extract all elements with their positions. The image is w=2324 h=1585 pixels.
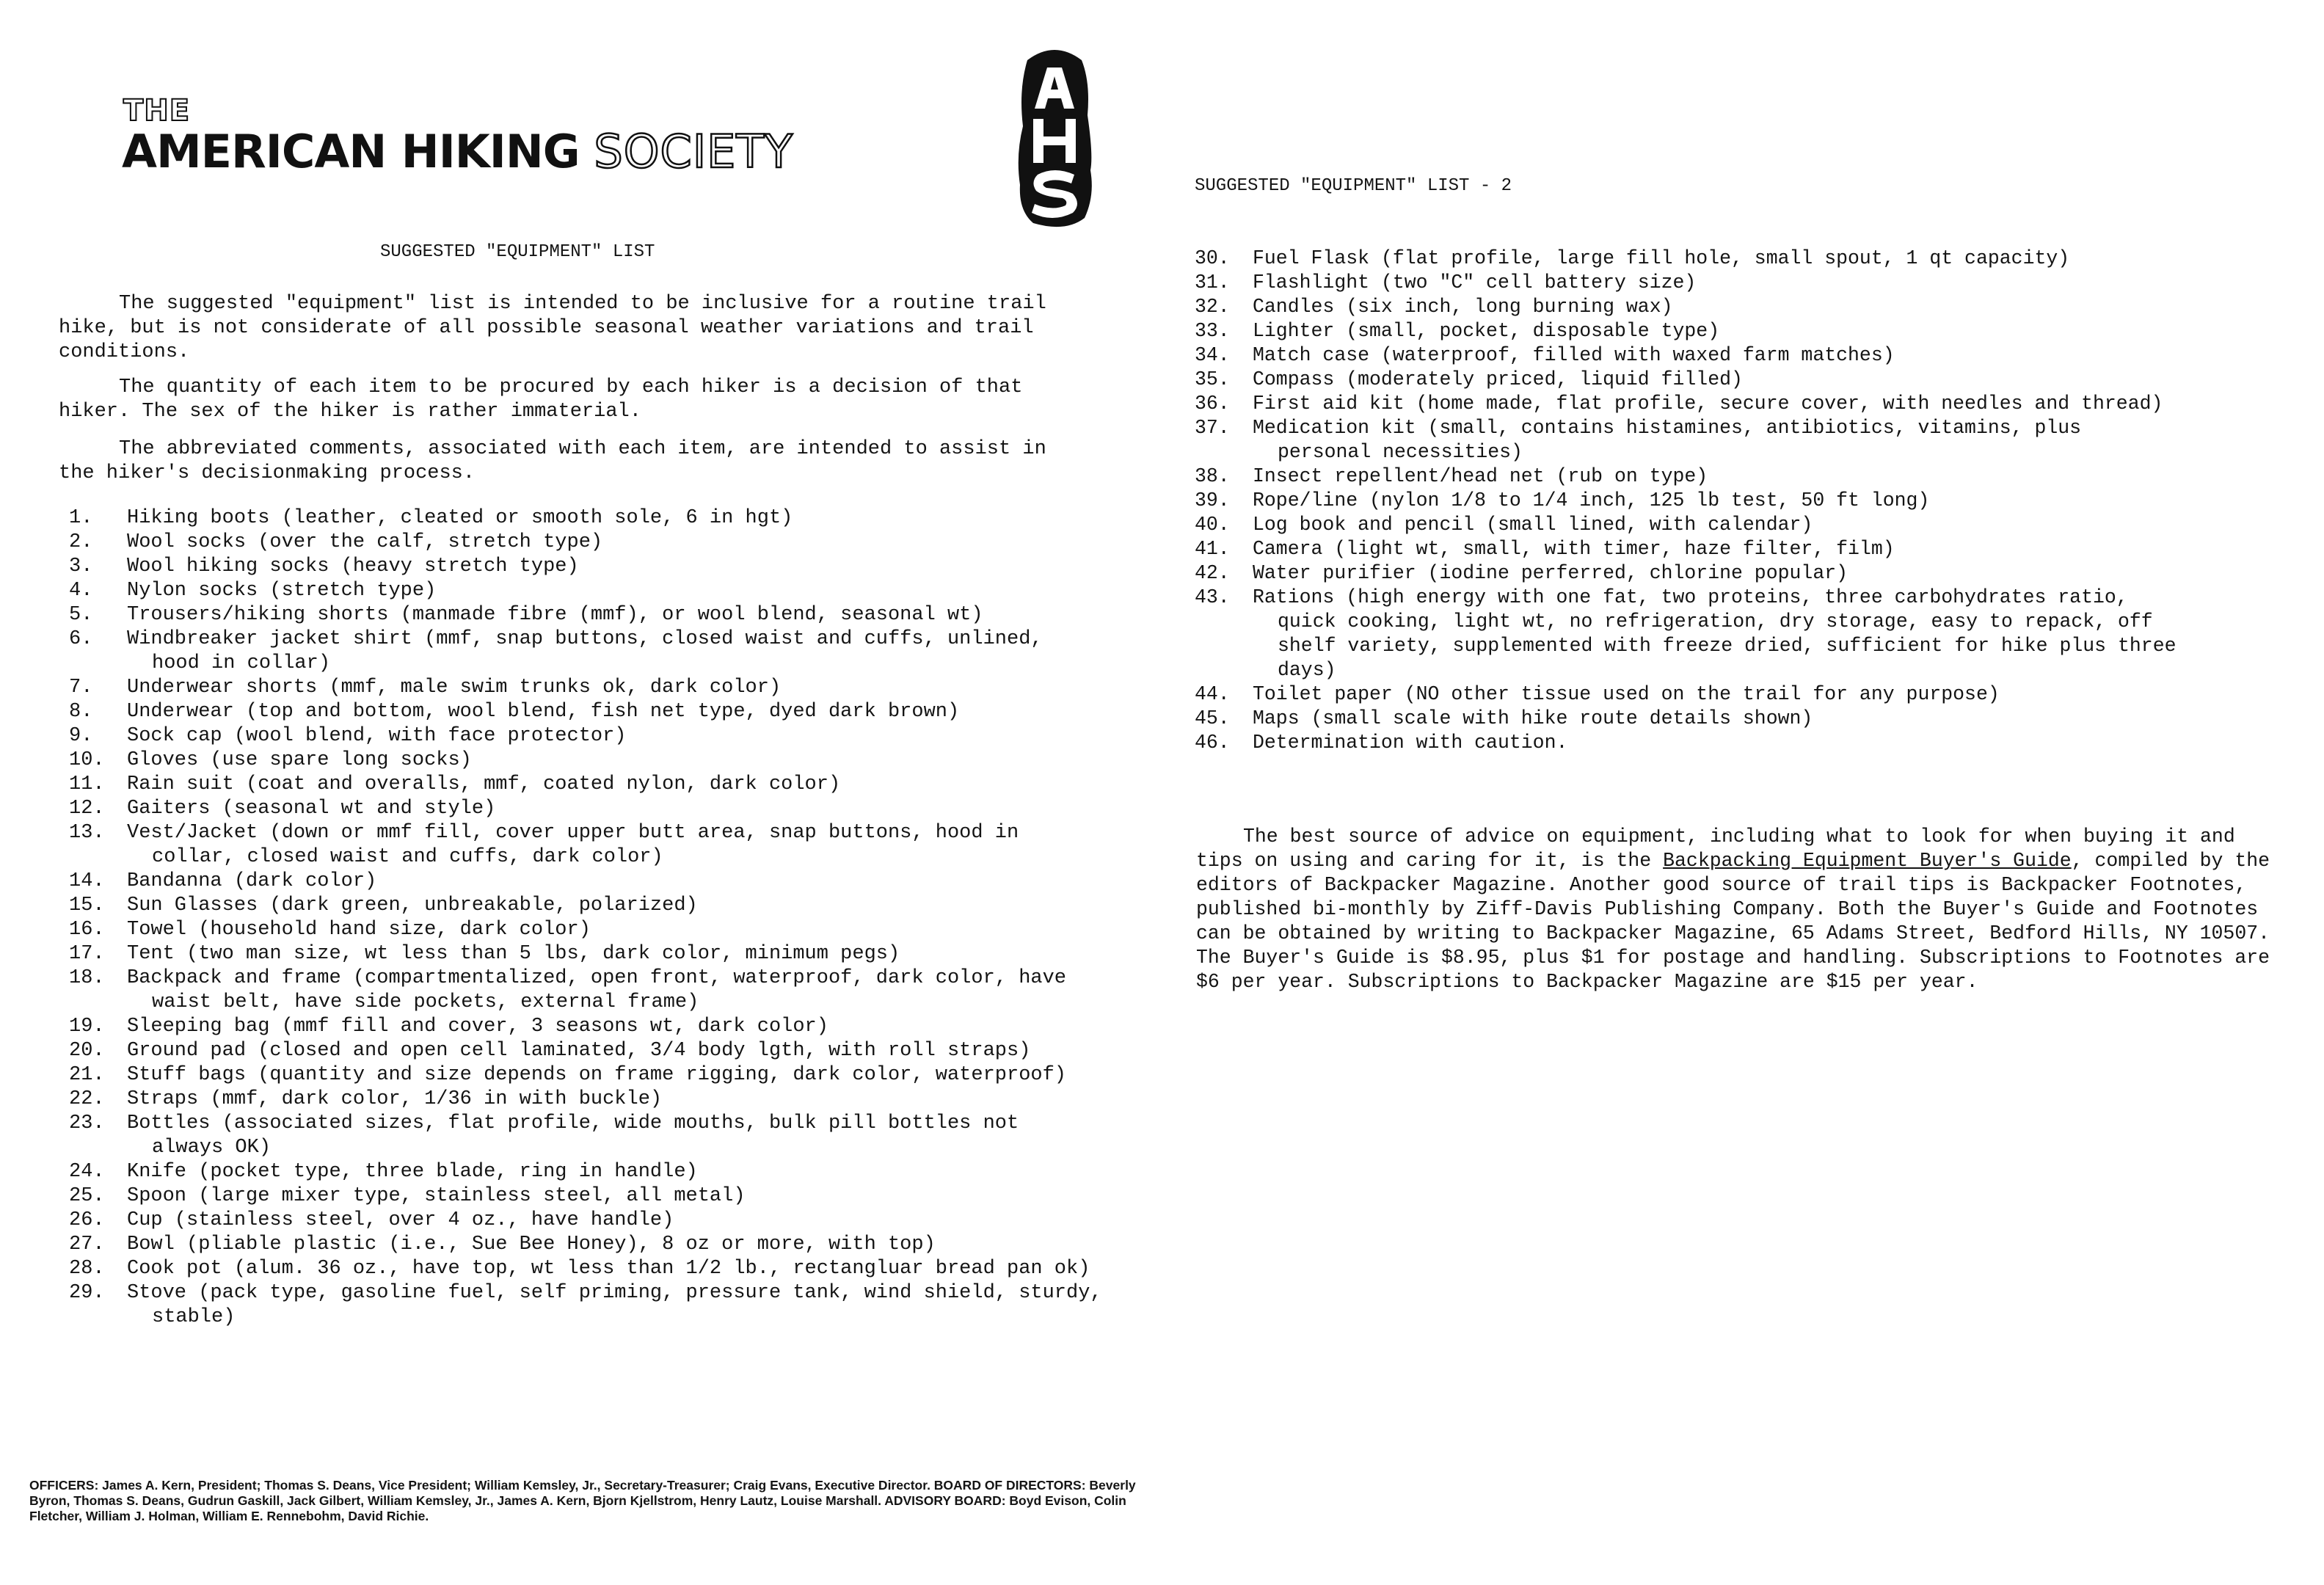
item-text: Camera (light wt, small, with timer, haze filter, film) (1253, 538, 1895, 560)
item-text: Towel (household hand size, dark color) (127, 919, 591, 941)
item-continuation: quick cooking, light wt, no refrigeration, dry storage, easy to repack, off shelf variety, supplemented with freeze dried, sufficient for hike plus three days) (1278, 611, 2177, 681)
item-number: 10. (69, 749, 105, 771)
item-text: Log book and pencil (small lined, with calendar) (1253, 514, 1813, 536)
item-text: Wool socks (over the calf, stretch type) (127, 531, 603, 553)
item-text: Rope/line (nylon 1/8 to 1/4 inch, 125 lb test, 50 ft long) (1253, 489, 1930, 511)
item-continuation: personal necessities) (1278, 441, 1523, 463)
item-text: Bottles (associated sizes, flat profile, wide mouths, bulk pill bottles not (127, 1112, 1019, 1134)
item-number: 28. (69, 1258, 105, 1280)
list-item (69, 700, 1111, 724)
item-text: Windbreaker jacket shirt (mmf, snap buttons, closed waist and cuffs, unlined, (127, 628, 1043, 650)
item-text: Rations (high energy with one fat, two proteins, three carbohydrates ratio, (1253, 586, 2128, 608)
item-number: 24. (69, 1161, 105, 1183)
list-item (69, 894, 1111, 918)
list-item (1195, 343, 2207, 368)
item-number: 1. (69, 507, 93, 529)
item-number: 30. (1195, 247, 1230, 269)
item-text: First aid kit (home made, flat profile, secure cover, with needles and thread) (1253, 393, 2163, 415)
item-number: 11. (69, 773, 105, 795)
item-text: Backpack and frame (compartmentalized, open front, waterproof, dark color, have (127, 967, 1067, 989)
item-continuation: waist belt, have side pockets, external frame) (152, 991, 699, 1013)
list-item (69, 1087, 1111, 1112)
advice-text-1: The best source of advice on equipment, including what to look for when buying it and tips on using and caring for it, is the (1196, 826, 2235, 872)
item-text: Knife (pocket type, three blade, ring in handle) (127, 1161, 698, 1183)
intro-paragraph: The quantity of each item to be procured by each hiker is a decision of that hiker. The sex of the hiker is rather immaterial. (59, 376, 1023, 423)
item-text: Medication kit (small, contains histamines, antibiotics, vitamins, plus (1253, 417, 2082, 439)
item-continuation: collar, closed waist and cuffs, dark color) (152, 846, 663, 868)
list-item (69, 797, 1111, 821)
item-number: 21. (69, 1064, 105, 1086)
item-number: 19. (69, 1016, 105, 1038)
item-number: 42. (1195, 562, 1230, 584)
intro-paragraph: The abbreviated comments, associated with each item, are intended to assist in the hiker's decisionmaking process. (59, 438, 1046, 484)
item-text: Compass (moderately priced, liquid filled) (1253, 368, 1743, 390)
item-text: Lighter (small, pocket, disposable type) (1253, 320, 1720, 342)
list-item (1195, 464, 2207, 489)
item-text: Cup (stainless steel, over 4 oz., have handle) (127, 1209, 674, 1231)
item-number: 6. (69, 628, 93, 650)
list-item (1195, 319, 2207, 343)
letterhead-name-bold: AMERICAN HIKING (122, 125, 580, 178)
item-number: 40. (1195, 514, 1230, 536)
item-number: 18. (69, 967, 105, 989)
item-number: 41. (1195, 538, 1230, 560)
list-item (1195, 537, 2207, 561)
list-item (69, 1257, 1111, 1281)
item-number: 27. (69, 1234, 105, 1256)
list-item (1195, 586, 2207, 682)
list-item (1195, 368, 2207, 392)
list-item (69, 1015, 1111, 1039)
item-text: Cook pot (alum. 36 oz., have top, wt less than 1/2 lb., rectangluar bread pan ok) (127, 1258, 1090, 1280)
item-number: 39. (1195, 489, 1230, 511)
item-text: Flashlight (two "C" cell battery size) (1253, 272, 1697, 294)
item-number: 20. (69, 1040, 105, 1062)
list-item (69, 1209, 1111, 1233)
item-text: Bandanna (dark color) (127, 870, 377, 892)
item-number: 23. (69, 1112, 105, 1134)
item-number: 38. (1195, 465, 1230, 487)
equipment-list-right (1195, 247, 2207, 755)
list-item (1195, 271, 2207, 295)
list-item (69, 1160, 1111, 1184)
item-number: 17. (69, 943, 105, 965)
list-item (1195, 731, 2207, 755)
list-item (69, 506, 1111, 531)
list-item (69, 627, 1111, 676)
advice-text-2: , compiled by the editors of Backpacker Magazine. Another good source of trail tips is Backpacker Footnotes, published bi-monthly by Ziff-Davis Publishing Company. Both the Buyer's Guide and Footnotes can be obtained by writing to Backpacker Magazine, 65 Adams Street, Bedford Hills, NY 10507. The Buyer's Guide is $8.95, plus $1 for postage and handling. Subscriptions to Footnotes are $6 per year. Subscriptions to Backpacker Magazine are $15 per year. (1196, 850, 2270, 993)
list-item (69, 1233, 1111, 1257)
item-text: Tent (two man size, wt less than 5 lbs, dark color, minimum pegs) (127, 943, 900, 965)
right-page-title: SUGGESTED "EQUIPMENT" LIST - 2 (1195, 176, 1512, 196)
item-number: 5. (69, 604, 93, 626)
item-number: 26. (69, 1209, 105, 1231)
list-item (69, 1112, 1111, 1160)
list-item (1195, 682, 2207, 707)
item-number: 43. (1195, 586, 1230, 608)
list-item (1195, 707, 2207, 731)
item-number: 31. (1195, 272, 1230, 294)
item-text: Fuel Flask (flat profile, large fill hole, small spout, 1 qt capacity) (1253, 247, 2070, 269)
item-number: 16. (69, 919, 105, 941)
item-text: Match case (waterproof, filled with waxed farm matches) (1253, 344, 1895, 366)
letterhead-name (122, 125, 793, 178)
item-number: 15. (69, 894, 105, 917)
list-item (69, 773, 1111, 797)
list-item (69, 531, 1111, 555)
item-text: Sleeping bag (mmf fill and cover, 3 seasons wt, dark color) (127, 1016, 828, 1038)
item-number: 4. (69, 580, 93, 602)
item-text: Sock cap (wool blend, with face protector) (127, 725, 627, 747)
item-text: Candles (six inch, long burning wax) (1253, 296, 1673, 318)
list-item (69, 676, 1111, 700)
intro-paragraph: The suggested "equipment" list is intended to be inclusive for a routine trail hike, but is not considerate of all possible seasonal weather variations and trail conditions. (59, 293, 1046, 363)
item-number: 32. (1195, 296, 1230, 318)
item-number: 37. (1195, 417, 1230, 439)
buyers-guide-title: Backpacking Equipment Buyer's Guide (1663, 850, 2072, 872)
list-item (69, 603, 1111, 627)
item-continuation: always OK) (152, 1137, 272, 1159)
list-item (69, 918, 1111, 942)
item-text: Hiking boots (leather, cleated or smooth sole, 6 in hgt) (127, 507, 793, 529)
item-text: Spoon (large mixer type, stainless steel, all metal) (127, 1185, 746, 1207)
list-item (1195, 489, 2207, 513)
item-number: 36. (1195, 393, 1230, 415)
item-text: Maps (small scale with hike route details shown) (1253, 707, 1813, 729)
item-number: 2. (69, 531, 93, 553)
list-item (69, 1281, 1111, 1330)
item-text: Determination with caution. (1253, 732, 1568, 754)
item-number: 14. (69, 870, 105, 892)
item-number: 3. (69, 555, 93, 577)
item-text: Trousers/hiking shorts (manmade fibre (mmf), or wool blend, seasonal wt) (127, 604, 983, 626)
item-number: 25. (69, 1185, 105, 1207)
advice-paragraph (1196, 825, 2275, 994)
list-item (1195, 513, 2207, 537)
equipment-list-left (69, 506, 1111, 1330)
list-item (69, 821, 1111, 870)
item-number: 13. (69, 822, 105, 844)
item-number: 46. (1195, 732, 1230, 754)
list-item (69, 942, 1111, 966)
list-item (69, 966, 1111, 1015)
left-page-title: SUGGESTED "EQUIPMENT" LIST (380, 242, 655, 262)
item-text: Water purifier (iodine perferred, chlorine popular) (1253, 562, 1848, 584)
item-text: Gaiters (seasonal wt and style) (127, 798, 496, 820)
item-continuation: hood in collar) (152, 652, 331, 674)
list-item (1195, 416, 2207, 464)
item-number: 12. (69, 798, 105, 820)
item-number: 29. (69, 1282, 105, 1304)
officers-footer: OFFICERS: James A. Kern, President; Thomas S. Deans, Vice President; William Kemsley, Jr., Secretary-Treasurer; Craig Evans, Executive Director. BOARD OF DIRECTORS: Beverly Byron, Thomas S. Deans, Gudrun Gaskill, Jack Gilbert, William Kemsley, Jr., James A. Kern, Bjorn Kjellstrom, Henry Lautz, Louise Marshall. ADVISORY BOARD: Boyd Evison, Colin Fletcher, William J. Holman, William E. Rennebohm, David Richie. (29, 1478, 1136, 1523)
item-text: Straps (mmf, dark color, 1/36 in with buckle) (127, 1088, 663, 1110)
item-text: Wool hiking socks (heavy stretch type) (127, 555, 579, 577)
item-text: Ground pad (closed and open cell laminated, 3/4 body lgth, with roll straps) (127, 1040, 1031, 1062)
item-text: Vest/Jacket (down or mmf fill, cover upper butt area, snap buttons, hood in (127, 822, 1019, 844)
list-item (1195, 392, 2207, 416)
item-number: 22. (69, 1088, 105, 1110)
list-item (69, 1039, 1111, 1063)
list-item (69, 579, 1111, 603)
list-item (1195, 561, 2207, 586)
list-item (69, 748, 1111, 773)
item-text: Bowl (pliable plastic (i.e., Sue Bee Honey), 8 oz or more, with top) (127, 1234, 936, 1256)
item-text: Gloves (use spare long socks) (127, 749, 472, 771)
item-text: Nylon socks (stretch type) (127, 580, 437, 602)
item-text: Sun Glasses (dark green, unbreakable, polarized) (127, 894, 698, 917)
letterhead-name-outline: SOCIETY (594, 125, 794, 178)
item-text: Underwear (top and bottom, wool blend, fish net type, dyed dark brown) (127, 701, 960, 723)
item-number: 33. (1195, 320, 1230, 342)
item-number: 44. (1195, 683, 1230, 705)
item-number: 34. (1195, 344, 1230, 366)
list-item (69, 724, 1111, 748)
item-text: Rain suit (coat and overalls, mmf, coated nylon, dark color) (127, 773, 841, 795)
list-item (69, 870, 1111, 894)
item-text: Toilet paper (NO other tissue used on the trail for any purpose) (1253, 683, 2000, 705)
letterhead-the: THE (123, 94, 191, 128)
item-text: Stuff bags (quantity and size depends on frame rigging, dark color, waterproof) (127, 1064, 1067, 1086)
list-item (1195, 295, 2207, 319)
item-number: 9. (69, 725, 93, 747)
list-item (1195, 247, 2207, 271)
list-item (69, 1063, 1111, 1087)
item-text: Insect repellent/head net (rub on type) (1253, 465, 1708, 487)
list-item (69, 555, 1111, 579)
item-number: 45. (1195, 707, 1230, 729)
item-number: 7. (69, 677, 93, 699)
item-text: Underwear shorts (mmf, male swim trunks ok, dark color) (127, 677, 782, 699)
item-number: 8. (69, 701, 93, 723)
item-text: Stove (pack type, gasoline fuel, self priming, pressure tank, wind shield, sturdy, (127, 1282, 1102, 1304)
item-number: 35. (1195, 368, 1230, 390)
item-continuation: stable) (152, 1306, 236, 1328)
ahs-boot-logo-icon (1014, 45, 1095, 229)
list-item (69, 1184, 1111, 1209)
